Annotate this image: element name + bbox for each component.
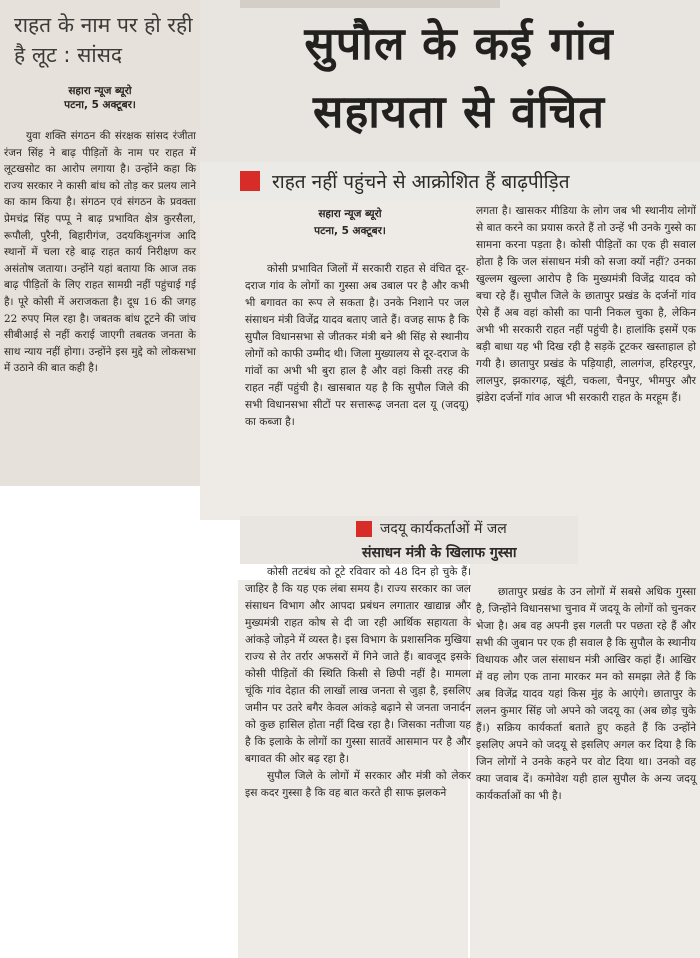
main-headline-line-2: सहायता से वंचित <box>312 85 606 138</box>
left-story-byline: सहारा न्यूज ब्यूरो <box>68 85 132 97</box>
main-story-column-1 <box>245 261 469 431</box>
left-story-paragraph: युवा शक्ति संगठन की संरक्षक सांसद रंजीता रंजन सिंह ने बाढ़ पीड़ितों के नाम पर राहत में लूटखसोट का आरोप लगाया है। उन्होंने कहा कि राज्य सरकार ने कासी बांध को तोड़ कर प्रलय लाने का काम किया है। संगठन एवं संगठन के प्रवक्ता प्रेमचंद्र सिंह पप्पू ने बाढ़ प्रभावित क्षेत्र कुरसैला, रूपौली, पुरैनी, बिहारीगंज, उदयकिशुनगंज आदि स्थानों में चला रहे बाढ़ राहत कार्य निरीक्षण कर असंतोष जताया। उन्होंने यहां बताया कि आज तक बाढ़ पीड़ितों के लिए राहत सामग्री नहीं पहुंचाई गई है। पूरे कोसी में अराजकता है। दूध 16 की जगह 22 रुपए मिल रहा है। जबतक बांध टूटने की जांच सीबीआई से नहीं कराई जाएगी तबतक जनता के साथ न्याय नहीं होगा। उन्होंने इस मुद्दे को लोकसभा में उठाने की बात कही है। <box>4 130 196 375</box>
main-story-paragraph: सुपौल जिले के लोगों में सरकार और मंत्री को लेकर इस कदर गुस्सा है कि वह बात करते ही साफ झलकने <box>245 770 471 799</box>
mid-subheadline-line-2: संसाधन मंत्री के खिलाफ गुस्सा <box>362 545 517 561</box>
left-story-dateline: पटना, 5 अक्टूबर। <box>64 99 136 111</box>
main-story-column-2-bottom <box>476 584 696 805</box>
left-story-byline-block <box>0 84 200 112</box>
main-story-dateline: पटना, 5 अक्टूबर। <box>314 225 386 237</box>
main-headline-line-1: सुपौल के कई गांव <box>304 17 614 70</box>
main-story-column-1-bottom <box>245 564 471 802</box>
main-story-paragraph: कोसी प्रभावित जिलों में सरकारी राहत से वंचित दूर-दराज गांव के लोगों का गुस्सा अब उबाल पर है और कभी भी बगावत का रूप ले सकता है। उनके निशाने पर जल संसाधन मंत्री विजेंद्र यादव बताए जाते हैं। वजह साफ है कि सुपौल विधानसभा से जीतकर मंत्री बने श्री सिंह से स्थानीय लोगों को काफी उम्मीद थी। जिला मुख्यालय से दूर-दराज के गांवों का अभी भी बुरा हाल है और वहां किसी तरह की राहत नहीं पहुंची है। खासबात यह है कि सुपौल जिले की सभी विधानसभा सीटों पर सत्तारूढ़ जनता दल यू (जदयू) का कब्जा है। <box>245 263 469 428</box>
left-story-headline: राहत के नाम पर हो रही है लूट : सांसद <box>14 13 193 67</box>
main-subheadline-text: राहत नहीं पहुंचने से आक्रोशित हैं बाढ़पीड़ित <box>272 171 570 193</box>
main-story-byline-block <box>250 206 450 240</box>
main-headline <box>224 10 694 146</box>
masthead-strip <box>240 0 500 8</box>
red-bullet-icon <box>240 171 260 191</box>
main-subheadline <box>240 166 700 196</box>
main-story-column-2-top <box>476 203 696 407</box>
main-story-paragraph: छातापुर प्रखंड के उन लोगों में सबसे अधिक गुस्सा है, जिन्होंने विधानसभा चुनाव में जदयू के लोगों को चुनकर भेजा है। अब वह अपनी इस गलती पर पछता रहे हैं और सभी की जुबान पर एक ही सवाल है कि सुपौल के स्थानीय विधायक और जल संसाधन मंत्री आखिर कहां हैं। आखिर में वह लोग एक ताना मारकर मन को समझा लेते हैं कि अब विजेंद्र यादव यहां किस मुंह के आएंगे। छातापुर के ललन कुमार सिंह जो अपने को जदयू का (अब छोड़ चुके हैं।) सक्रिय कार्यकर्ता बताते हुए कहते हैं कि उन्होंने इसलिए अपने को जदयू से इसलिए अगल कर दिया है कि जिन लोगों ने उनके कहने पर वोट दिया था। उनको वह क्या जवाब दें। कमोवेश यही हाल सुपौल के अन्य जदयू कार्यकर्ताओं का भी है। <box>476 586 696 802</box>
left-story-body <box>4 128 196 377</box>
main-story-paragraph: कोसी तटबंध को टूटे रविवार को 48 दिन हो चुके हैं। जाहिर है कि यह एक लंबा समय है। राज्य सरकार का जल संसाधन विभाग और आपदा प्रबंधन लगातार खाद्यान्न और मुख्यमंत्री राहत कोष से दी जा रही आर्थिक सहायता के आंकड़े जोड़ने में व्यस्त है। इस विभाग के प्रशासनिक मुखिया राज्य से तेर तर्रार अफसरों में गिने जाते हैं। बावजूद इसके कोसी पीड़ितों की स्थिति किसी से छिपी नहीं है। मामला चूंकि गांव देहात की लाखों लाख जनता से जुड़ा है, इसलिए जमीन पर उतरे बगैर केवल आंकड़े बढ़ाने से जनता जनार्दन को कुछ हासिल होता नहीं दिख रहा है। जिसका नतीजा यह है कि इलाके के लोगों का गुस्सा सातवें आसमान पर है और बगावत की ओर बढ़ रहा है। <box>245 566 471 765</box>
main-story-byline: सहारा न्यूज ब्यूरो <box>318 208 382 220</box>
mid-subheadline-line-1: जदयू कार्यकर्ताओं में जल <box>380 521 507 537</box>
mid-subheadline <box>356 519 578 538</box>
main-story-paragraph: लगता है। खासकर मीडिया के लोग जब भी स्थानीय लोगों से बात करने का प्रयास करते हैं तो उन्हें भी उनके गुस्से का सामना करना पड़ता है। कोसी पीड़ितों का एक ही सवाल होता है कि जल संसाधन मंत्री को सजा क्यों नहीं? उनका खुल्लम खुल्ला आरोप है कि मुख्यमंत्री विजेंद्र यादव को बचा रहे हैं। सुपौल जिले के छातापुर प्रखंड के दर्जनों गांव ऐसे हैं अब वहां कोसी का पानी निकल चुका है, लेकिन अभी भी सरकारी राहत नहीं पहुंची है। हालांकि इसमें एक बड़ी बाधा यह भी दिख रही है सड़कें टूटकर खस्ताहाल हो गयी है। छातापुर प्रखंड के पड़ियाही, लालगंज, हरिहरपुर, लालपुर, झकारगढ़, खूंटी, चकला, चैनपुर, भीमपुर और झंडेरा दर्जनों गांव आज भी सरकारी राहत के मरहूम हैं। <box>476 205 696 404</box>
red-bullet-icon <box>356 521 372 537</box>
